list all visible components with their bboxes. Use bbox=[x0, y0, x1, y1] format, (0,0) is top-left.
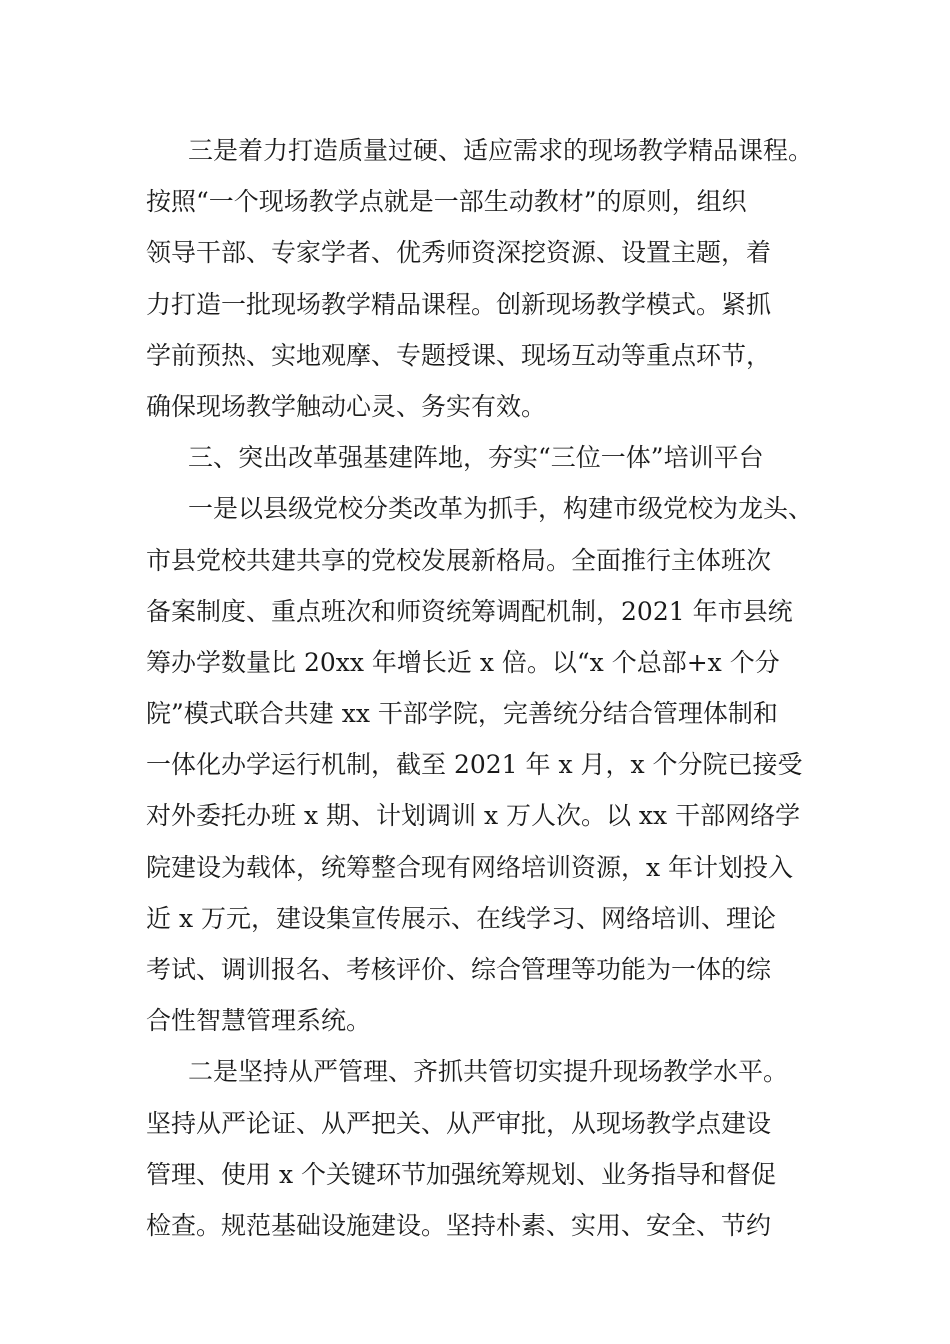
document-body bbox=[146, 125, 826, 1251]
paragraph-2-line-5: 院”模式联合共建 xx 干部学院，完善统分结合管理体制和 bbox=[146, 699, 778, 729]
paragraph-2-line-1: 一是以县级党校分类改革为抓手，构建市级党校为龙头、 bbox=[188, 494, 814, 524]
paragraph-2-line-7: 对外委托办班 x 期、计划调训 x 万人次。以 xx 干部网络学 bbox=[146, 801, 801, 831]
paragraph-2-line-10: 考试、调训报名、考核评价、综合管理等功能为一体的综 bbox=[146, 955, 772, 984]
paragraph-3-line-1: 二是坚持从严管理、齐抓共管切实提升现场教学水平。 bbox=[188, 1057, 789, 1087]
paragraph-2-line-6: 一体化办学运行机制，截至 2021 年 x 月，x 个分院已接受 bbox=[146, 750, 803, 780]
paragraph-2-line-9: 近 x 万元，建设集宣传展示、在线学习、网络培训、理论 bbox=[146, 903, 776, 933]
paragraph-2-line-3: 备案制度、重点班次和师资统筹调配机制，2021 年市县统 bbox=[146, 596, 793, 626]
paragraph-2-line-4: 筹办学数量比 20xx 年增长近 x 倍。以“x 个总部+x 个分 bbox=[146, 647, 780, 677]
paragraph-2-line-8: 院建设为载体，统筹整合现有网络培训资源，x 年计划投入 bbox=[146, 852, 794, 882]
paragraph-3-line-2: 坚持从严论证、从严把关、从严审批，从现场教学点建设 bbox=[146, 1108, 772, 1138]
paragraph-1-line-2: 按照“一个现场教学点就是一部生动教材”的原则，组织 bbox=[146, 187, 747, 217]
paragraph-1-line-5: 学前预热、实地观摩、专题授课、现场互动等重点环节， bbox=[146, 340, 772, 370]
paragraph-1-line-1: 三是着力打造质量过硬、适应需求的现场教学精品课程。 bbox=[188, 136, 814, 165]
paragraph-2-line-2: 市县党校共建共享的党校发展新格局。全面推行主体班次 bbox=[146, 545, 772, 575]
paragraph-2-line-11: 合性智慧管理系统。 bbox=[146, 1006, 372, 1036]
paragraph-3-line-4: 检查。规范基础设施建设。坚持朴素、实用、安全、节约 bbox=[146, 1210, 772, 1240]
paragraph-1-line-3: 领导干部、专家学者、优秀师资深挖资源、设置主题，着 bbox=[146, 238, 772, 268]
paragraph-1-line-6: 确保现场教学触动心灵、务实有效。 bbox=[146, 391, 547, 421]
paragraph-3-line-3: 管理、使用 x 个关键环节加强统筹规划、业务指导和督促 bbox=[146, 1159, 776, 1189]
section-heading-3: 三、突出改革强基建阵地，夯实“三位一体”培训平台 bbox=[188, 443, 764, 473]
paragraph-1-line-4: 力打造一批现场教学精品课程。创新现场教学模式。紧抓 bbox=[146, 289, 772, 319]
